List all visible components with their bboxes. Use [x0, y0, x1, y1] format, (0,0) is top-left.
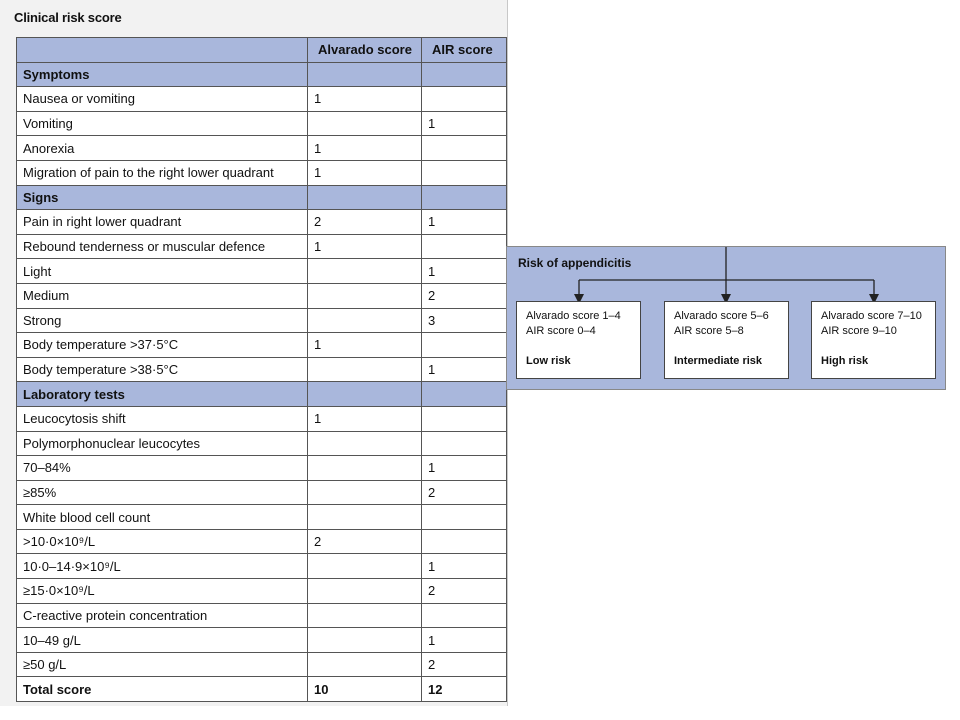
row-label-cell: Polymorphonuclear leucocytes — [17, 431, 308, 456]
table-row — [17, 480, 507, 505]
high-risk-alvarado-range: Alvarado score 7–10 — [821, 310, 922, 322]
air-score-cell: 1 — [422, 259, 507, 284]
table-row — [17, 333, 507, 358]
table-title: Clinical risk score — [14, 10, 122, 25]
alvarado-score-cell: 1 — [308, 160, 422, 185]
row-label-cell: C-reactive protein concentration — [17, 603, 308, 628]
total-score-row — [17, 677, 507, 702]
row-label-cell: Signs — [17, 185, 308, 210]
table-row — [17, 234, 507, 259]
table-header-row — [17, 38, 507, 63]
air-score-cell — [422, 505, 507, 530]
clinical-risk-score-table — [16, 37, 507, 702]
alvarado-score-cell: 1 — [308, 87, 422, 112]
row-label-cell: Laboratory tests — [17, 382, 308, 407]
section-header-row — [17, 185, 507, 210]
high-risk-box — [811, 301, 936, 379]
table-row — [17, 111, 507, 136]
row-label-cell: Medium — [17, 283, 308, 308]
row-label-cell: Symptoms — [17, 62, 308, 87]
alvarado-score-cell — [308, 283, 422, 308]
row-label-cell: Leucocytosis shift — [17, 406, 308, 431]
alvarado-score-cell — [308, 357, 422, 382]
row-label-cell: Nausea or vomiting — [17, 87, 308, 112]
table-row — [17, 554, 507, 579]
intermediate-risk-label: Intermediate risk — [674, 355, 763, 367]
table-row — [17, 210, 507, 235]
air-score-cell: 1 — [422, 111, 507, 136]
alvarado-score-cell — [308, 185, 422, 210]
table-row — [17, 87, 507, 112]
air-score-cell: 1 — [422, 210, 507, 235]
air-score-cell: 2 — [422, 283, 507, 308]
row-label-cell: Body temperature >37·5°C — [17, 333, 308, 358]
intermediate-risk-air-range: AIR score 5–8 — [674, 325, 744, 337]
alvarado-score-cell — [308, 62, 422, 87]
low-risk-label: Low risk — [526, 355, 571, 367]
alvarado-score-cell — [308, 579, 422, 604]
alvarado-score-cell: 1 — [308, 406, 422, 431]
alvarado-score-cell — [308, 382, 422, 407]
row-label-cell: Rebound tenderness or muscular defence — [17, 234, 308, 259]
table-row — [17, 628, 507, 653]
risk-of-appendicitis-diagram — [506, 246, 946, 390]
air-score-cell — [422, 136, 507, 161]
header-air-score: AIR score — [422, 38, 507, 63]
row-label-cell: >10·0×10⁹/L — [17, 529, 308, 554]
air-score-cell: 1 — [422, 357, 507, 382]
air-score-cell — [422, 406, 507, 431]
table-row — [17, 529, 507, 554]
air-score-cell — [422, 160, 507, 185]
intermediate-risk-alvarado-range: Alvarado score 5–6 — [674, 310, 769, 322]
row-label-cell: ≥15·0×10⁹/L — [17, 579, 308, 604]
low-risk-box — [516, 301, 641, 379]
high-risk-air-range: AIR score 9–10 — [821, 325, 897, 337]
alvarado-score-cell — [308, 111, 422, 136]
row-label-cell: Pain in right lower quadrant — [17, 210, 308, 235]
air-score-cell — [422, 185, 507, 210]
high-risk-label: High risk — [821, 355, 869, 367]
header-alvarado-score: Alvarado score — [308, 38, 422, 63]
alvarado-score-cell — [308, 431, 422, 456]
diagram-title: Risk of appendicitis — [518, 256, 632, 270]
air-score-cell: 2 — [422, 579, 507, 604]
alvarado-score-cell — [308, 652, 422, 677]
alvarado-score-cell — [308, 308, 422, 333]
alvarado-score-cell — [308, 505, 422, 530]
row-label-cell: Anorexia — [17, 136, 308, 161]
alvarado-score-cell: 1 — [308, 234, 422, 259]
table-row — [17, 505, 507, 530]
section-header-row — [17, 62, 507, 87]
air-score-cell: 3 — [422, 308, 507, 333]
air-score-cell — [422, 603, 507, 628]
air-score-cell — [422, 431, 507, 456]
table-row — [17, 652, 507, 677]
low-risk-alvarado-range: Alvarado score 1–4 — [526, 310, 621, 322]
air-score-cell: 1 — [422, 554, 507, 579]
row-label-cell: Light — [17, 259, 308, 284]
alvarado-score-cell: 1 — [308, 333, 422, 358]
row-label-cell: Body temperature >38·5°C — [17, 357, 308, 382]
intermediate-risk-box — [664, 301, 789, 379]
alvarado-score-cell: 2 — [308, 529, 422, 554]
air-score-cell — [422, 87, 507, 112]
table-row — [17, 357, 507, 382]
table-row — [17, 431, 507, 456]
alvarado-score-cell — [308, 480, 422, 505]
alvarado-score-cell: 2 — [308, 210, 422, 235]
air-score-cell — [422, 382, 507, 407]
header-blank-cell — [17, 38, 308, 63]
air-score-cell: 2 — [422, 480, 507, 505]
row-label-cell: Total score — [17, 677, 308, 702]
air-score-cell — [422, 234, 507, 259]
row-label-cell: 10·0–14·9×10⁹/L — [17, 554, 308, 579]
air-score-cell — [422, 333, 507, 358]
low-risk-air-range: AIR score 0–4 — [526, 325, 596, 337]
air-score-cell: 1 — [422, 628, 507, 653]
table-row — [17, 406, 507, 431]
air-score-cell: 1 — [422, 456, 507, 481]
table-row — [17, 308, 507, 333]
table-row — [17, 283, 507, 308]
air-score-cell: 12 — [422, 677, 507, 702]
table-row — [17, 160, 507, 185]
table-row — [17, 136, 507, 161]
alvarado-score-cell: 10 — [308, 677, 422, 702]
row-label-cell: Migration of pain to the right lower quadrant — [17, 160, 308, 185]
row-label-cell: ≥50 g/L — [17, 652, 308, 677]
table-row — [17, 579, 507, 604]
row-label-cell: Strong — [17, 308, 308, 333]
section-header-row — [17, 382, 507, 407]
air-score-cell: 2 — [422, 652, 507, 677]
row-label-cell: 70–84% — [17, 456, 308, 481]
alvarado-score-cell — [308, 554, 422, 579]
table-row — [17, 259, 507, 284]
alvarado-score-cell: 1 — [308, 136, 422, 161]
table-row — [17, 603, 507, 628]
row-label-cell: White blood cell count — [17, 505, 308, 530]
table-row — [17, 456, 507, 481]
alvarado-score-cell — [308, 628, 422, 653]
table-body — [17, 62, 507, 701]
alvarado-score-cell — [308, 456, 422, 481]
row-label-cell: 10–49 g/L — [17, 628, 308, 653]
row-label-cell: ≥85% — [17, 480, 308, 505]
alvarado-score-cell — [308, 603, 422, 628]
alvarado-score-cell — [308, 259, 422, 284]
air-score-cell — [422, 62, 507, 87]
row-label-cell: Vomiting — [17, 111, 308, 136]
air-score-cell — [422, 529, 507, 554]
